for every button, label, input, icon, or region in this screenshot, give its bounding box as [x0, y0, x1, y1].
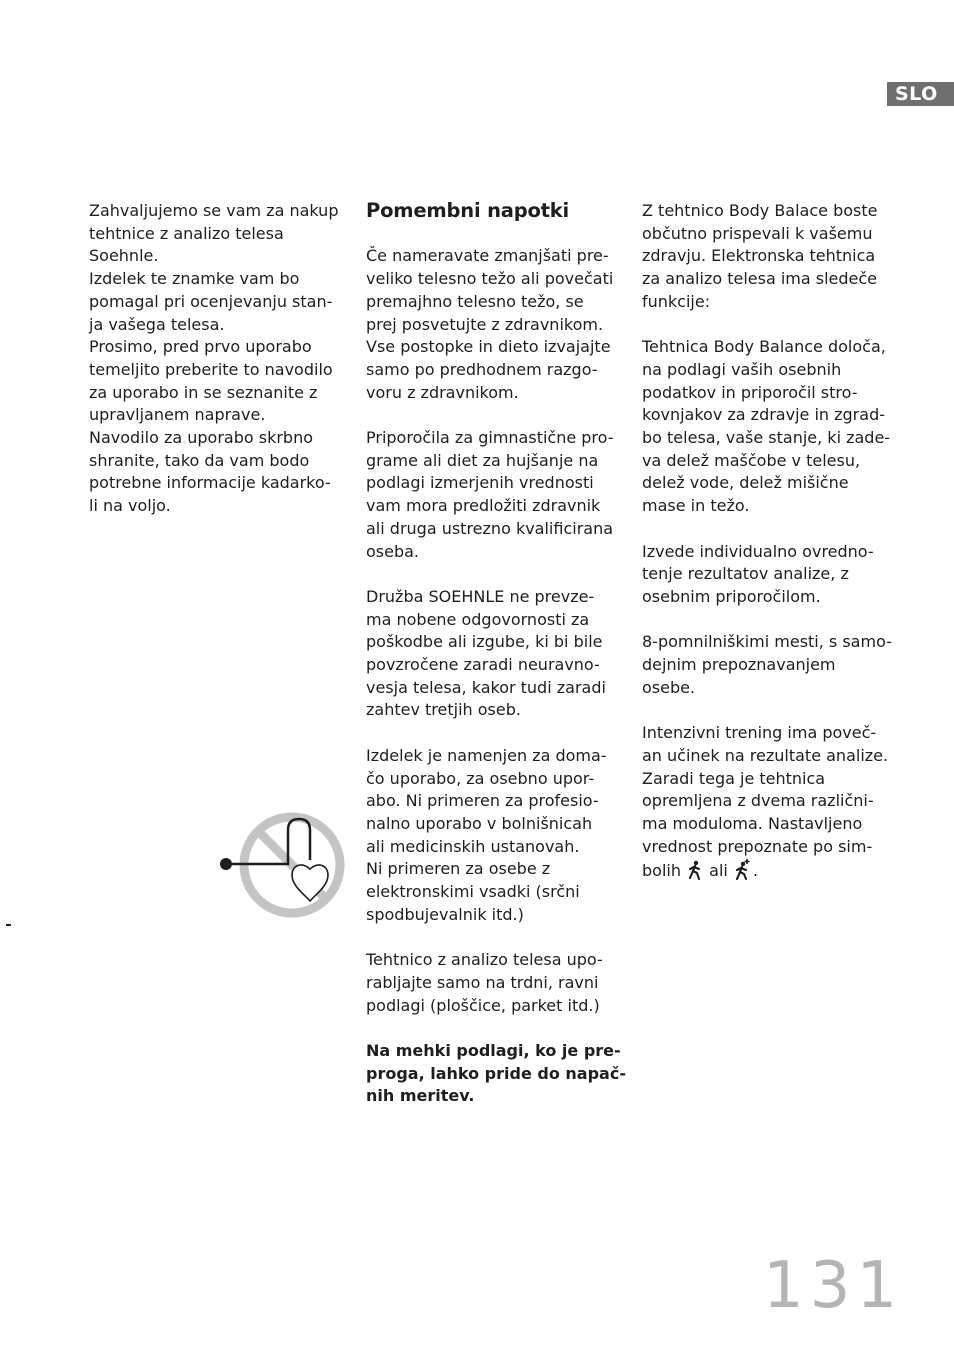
- runner-plus-icon: [733, 858, 753, 880]
- text-line: tehtnice z analizo telesa: [89, 223, 284, 243]
- text-line: vrednost prepoznate po sim-: [642, 836, 873, 856]
- text-line: za analizo telesa ima sledeče: [642, 269, 878, 289]
- text-line: temeljito preberite to navodilo: [89, 359, 333, 379]
- text-line: čo uporabo, za osebno upor-: [366, 768, 595, 788]
- text-line: elektronskimi vsadki (srčni: [366, 882, 580, 902]
- text-line: vam mora predložiti zdravnik: [366, 496, 601, 516]
- text-line: upravljanem naprave.: [89, 405, 266, 425]
- text-line: osebe.: [642, 677, 696, 697]
- paragraph: [642, 200, 892, 314]
- text-line: delež vode, delež mišične: [642, 473, 849, 493]
- text-line: premajhno telesno težo, se: [366, 291, 584, 311]
- text-line: zahtev tretjih oseb.: [366, 700, 521, 720]
- paragraph: [642, 336, 892, 518]
- important-notes-column: [366, 199, 626, 1131]
- text-line: 8-pomnilniškimi mesti, s samo-: [642, 632, 892, 652]
- paragraph: [642, 722, 892, 883]
- paragraph: [642, 541, 892, 609]
- text-line: va delež maščobe v telesu,: [642, 450, 861, 470]
- margin-mark: [6, 924, 11, 926]
- text-line: poškodbe ali izgube, ki bi bile: [366, 632, 603, 652]
- text-line: prej posvetujte z zdravnikom.: [366, 314, 604, 334]
- no-pacemaker-icon: [214, 808, 348, 920]
- paragraph: [366, 245, 616, 404]
- text-line: za uporabo in se seznanite z: [89, 382, 318, 402]
- text-line: Navodilo za uporabo skrbno: [89, 428, 314, 448]
- text-line: Ni primeren za osebe z: [366, 859, 551, 879]
- intro-paragraph: [89, 200, 339, 518]
- text-fragment: bolih: [642, 861, 681, 881]
- text-fragment: ali: [709, 861, 728, 881]
- text-line: podatkov in priporočil stro-: [642, 382, 858, 402]
- section-heading: Pomembni napotki: [366, 199, 570, 222]
- paragraph: [366, 745, 616, 927]
- text-line: podlagi izmerjenih vrednosti: [366, 473, 594, 493]
- text-line: Če nameravate zmanjšati pre-: [366, 246, 609, 266]
- text-fragment: .: [752, 861, 759, 881]
- text-line: rabljajte samo na trdni, ravni: [366, 972, 599, 992]
- paragraph: [642, 631, 892, 699]
- text-line: ma moduloma. Nastavljeno: [642, 813, 863, 833]
- text-line: Zaradi tega je tehtnica: [642, 768, 826, 788]
- text-line: samo po predhodnem razgo-: [366, 359, 598, 379]
- text-line: Tehtnica Body Balance določa,: [642, 337, 886, 357]
- page-number: 131: [763, 1249, 904, 1323]
- warning-paragraph: [366, 1040, 626, 1108]
- text-line: Vse postopke in dieto izvajajte: [366, 337, 611, 357]
- features-column: [642, 200, 892, 906]
- text-line: Soehnle.: [89, 246, 159, 266]
- text-line: Intenzivni trening ima poveč-: [642, 723, 877, 743]
- text-line: spodbujevalnik itd.): [366, 904, 524, 924]
- language-badge: SLO: [887, 82, 954, 106]
- text-line: Izvede individualno ovredno-: [642, 541, 874, 561]
- text-line: li na voljo.: [89, 496, 171, 516]
- text-line: potrebne informacije kadarko-: [89, 473, 331, 493]
- text-line: funkcije:: [642, 291, 711, 311]
- text-line: osebnim priporočilom.: [642, 586, 821, 606]
- text-line: kovnjakov za zdravje in zgrad-: [642, 405, 885, 425]
- text-line: nalno uporabo v bolnišnicah: [366, 813, 593, 833]
- text-line: oseba.: [366, 541, 420, 561]
- text-line: Priporočila za gimnastične pro-: [366, 428, 614, 447]
- text-line: ali medicinskih ustanovah.: [366, 836, 580, 856]
- paragraph: [366, 949, 616, 1017]
- text-line: Prosimo, pred prvo uporabo: [89, 337, 312, 357]
- text-line: podlagi (ploščice, parket itd.): [366, 995, 600, 1015]
- text-line: Zahvaljujemo se vam za nakup: [89, 201, 339, 220]
- text-line: grame ali diet za hujšanje na: [366, 450, 599, 470]
- text-line: ali druga ustrezno kvalificirana: [366, 518, 614, 538]
- text-line: an učinek na rezultate analize.: [642, 745, 889, 765]
- text-line: dejnim prepoznavanjem: [642, 655, 836, 675]
- text-line: Izdelek te znamke vam bo: [89, 269, 300, 289]
- paragraph: [366, 427, 616, 563]
- text-line: abo. Ni primeren za profesio-: [366, 791, 599, 811]
- text-line: bo telesa, vaše stanje, ki zade-: [642, 428, 891, 448]
- text-line: Družba SOEHNLE ne prevze-: [366, 586, 595, 606]
- text-line: Z tehtnico Body Balace boste: [642, 201, 878, 220]
- text-line: ja vašega telesa.: [89, 314, 225, 334]
- text-line: tenje rezultatov analize, z: [642, 564, 849, 584]
- text-line: ma nobene odgovornosti za: [366, 609, 590, 629]
- text-line: mase in težo.: [642, 496, 750, 516]
- text-line: vesja telesa, kakor tudi zaradi: [366, 677, 606, 697]
- text-line: voru z zdravnikom.: [366, 382, 519, 402]
- text-line: občutno prispevali k vašemu: [642, 223, 873, 243]
- text-line: Na mehki podlagi, ko je pre-: [366, 1040, 621, 1060]
- text-line: nih meritev.: [366, 1086, 475, 1106]
- intro-column: [89, 200, 339, 541]
- text-line: na podlagi vaših osebnih: [642, 359, 842, 379]
- paragraph: [366, 586, 616, 722]
- text-line: shranite, tako da vam bodo: [89, 450, 310, 470]
- runner-icon: [686, 860, 704, 880]
- text-line: Izdelek je namenjen za doma-: [366, 745, 607, 765]
- text-line: proga, lahko pride do napač-: [366, 1063, 626, 1083]
- text-line: opremljena z dvema različni-: [642, 791, 874, 811]
- symbol-line: [642, 858, 892, 883]
- text-line: pomagal pri ocenjevanju stan-: [89, 291, 333, 311]
- text-line: Tehtnico z analizo telesa upo-: [366, 950, 603, 970]
- text-line: veliko telesno težo ali povečati: [366, 269, 614, 289]
- text-line: povzročene zaradi neuravno-: [366, 655, 600, 675]
- text-line: zdravju. Elektronska tehtnica: [642, 246, 876, 266]
